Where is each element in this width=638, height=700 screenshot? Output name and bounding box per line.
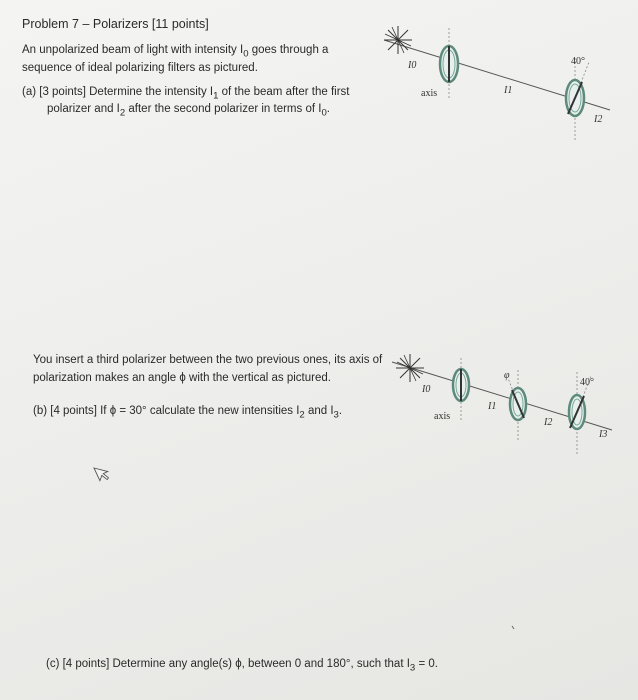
third-polarizer-text-line2: polarization makes an angle ϕ with the vertical as pictured. (33, 372, 331, 384)
intro-text-line2: sequence of ideal polarizing filters as pictured. (22, 62, 258, 74)
angle-label: 40° (580, 377, 594, 388)
polarizer-2 (566, 58, 589, 140)
angle-label: 40° (571, 56, 585, 67)
part-a-question: (a) [3 points] Determine the intensity $I_1$ of the beam after the first (22, 86, 350, 102)
stray-mark (512, 626, 514, 629)
label-i2: I2 (594, 114, 603, 125)
part-a-label: (a) [3 points] (22, 86, 86, 98)
diagram-1 (384, 26, 610, 140)
light-source-icon (384, 26, 412, 54)
part-c-question: (c) [4 points] Determine any angle(s) ϕ, between 0 and 180°, such that $I_3 = 0$. (46, 658, 438, 674)
axis-label: axis (421, 88, 438, 99)
diagram-2 (392, 354, 612, 455)
label-i1: I1 (504, 85, 513, 96)
light-source-icon (396, 354, 424, 382)
polarizer-3 (508, 370, 526, 440)
label-i3: I3 (599, 429, 608, 440)
polarizer-1 (453, 358, 469, 420)
phi-label: φ (504, 370, 510, 381)
label-i2: I2 (544, 417, 553, 428)
part-b-label: (b) [4 points] (33, 405, 97, 417)
part-b-question: (b) [4 points] If ϕ = 30° calculate the new intensities $I_2$ and $I_3$. (33, 405, 343, 421)
intro-text: An unpolarized beam of light with intensity $I_0$ goes through a (22, 44, 329, 60)
axis-label: axis (434, 411, 451, 422)
third-polarizer-text: You insert a third polarizer between the two previous ones, its axis of (33, 354, 383, 366)
label-i1: I1 (488, 401, 497, 412)
label-i0: I0 (422, 384, 431, 395)
part-a-question-line2: polarizer and $I_2$ after the second polarizer in terms of $I_0$. (47, 103, 330, 119)
label-i0: I0 (408, 60, 417, 71)
problem-title: Problem 7 – Polarizers [11 points] (22, 17, 209, 31)
cursor-icon (94, 463, 111, 482)
polarizer-1 (440, 28, 458, 98)
part-c-label: (c) [4 points] (46, 658, 110, 670)
